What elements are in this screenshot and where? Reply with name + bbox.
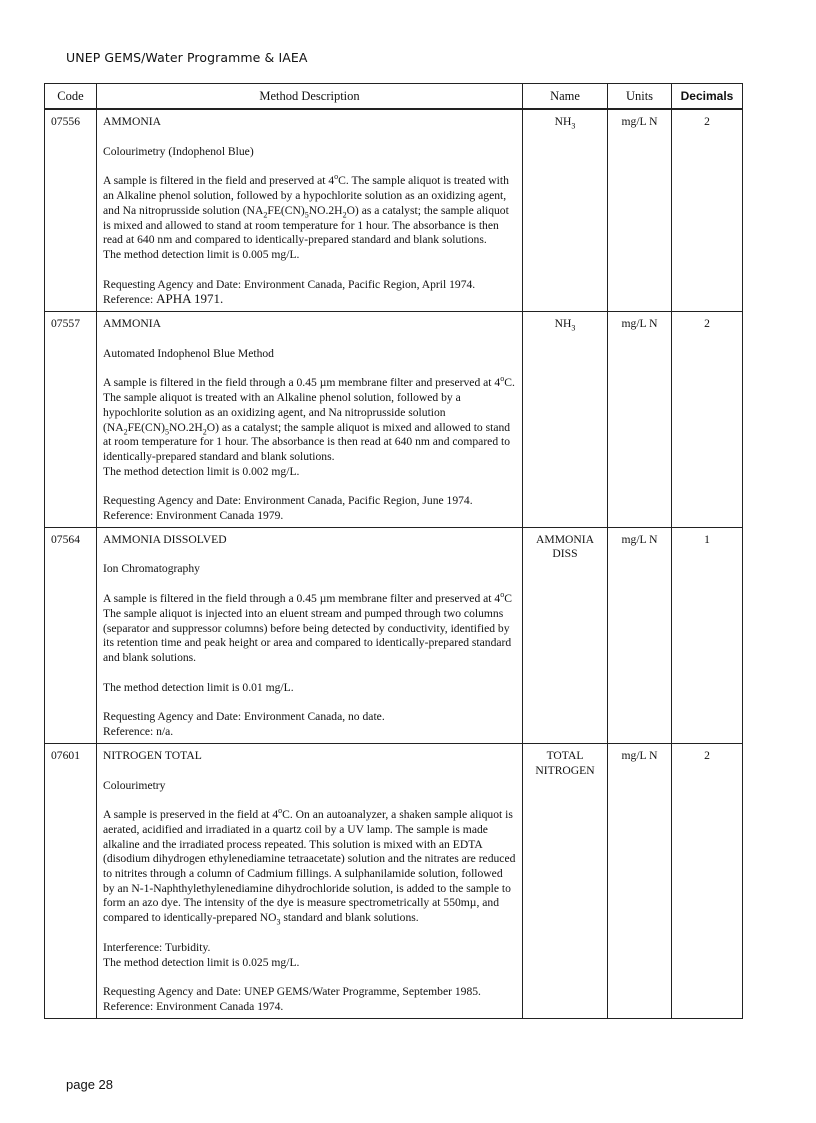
detection-limit: The method detection limit is 0.01 mg/L. [103,680,294,694]
method-procedure: A sample is filtered in the field through a 0.45 µm membrane filter and preserved at 4$^o$C The sample aliquot is injected into an eluent stream and pumped through two columns (separator and suppressor columns) before being detected by conductivity, identified by its retention time and peak height or area and compared to identically-prepared standard and blank solutions. [103,590,512,664]
method-code: 07556 [45,109,97,312]
parameter-name: $NH_3$ [523,312,608,528]
parameter-name: AMMONIA DISS [523,527,608,743]
units-value: mg/L N [608,527,672,743]
column-header-name: Name [523,84,608,110]
method-title: AMMONIA [103,115,161,128]
method-procedure: A sample is filtered in the field and preserved at 4$^o$C. The sample aliquot is treated with an Alkaline phenol solution, followed by a hypochlorite solution as an oxidizing agent, and Na nitroprusside solution $(NA_2FE(CN)_5NO.2H_2O)$ as a catalyst; the sample aliquot is mixed and allowed to stand at room temperature for 1 hour. The absorbance is then read at 640 nm and compared to identically-prepared standard and blank solutions. [103,172,509,247]
page-number: page 28 [66,1077,113,1092]
method-code: 07564 [45,527,97,743]
requesting-agency: Requesting Agency and Date: Environment Canada, Pacific Region, June 1974. [103,494,473,508]
decimals-value: 1 [672,527,743,743]
column-header-method-description: Method Description [97,84,523,110]
detection-limit: The method detection limit is 0.005 mg/L. [103,247,300,261]
method-description [97,109,523,312]
detection-limit: The method detection limit is 0.002 mg/L. [103,464,300,478]
column-header-units: Units [608,84,672,110]
method-title: AMMONIA DISSOLVED [103,532,227,546]
method-description [97,743,523,1018]
requesting-agency: Requesting Agency and Date: Environment Canada, no date. [103,710,385,724]
units-value: mg/L N [608,743,672,1018]
table-row [45,527,743,743]
detection-limit: The method detection limit is 0.025 mg/L. [103,955,300,969]
running-header: UNEP GEMS/Water Programme & IAEA [66,50,308,65]
reference: Reference: APHA 1971. [103,291,224,307]
units-value: mg/L N [608,109,672,312]
requesting-agency: Requesting Agency and Date: Environment Canada, Pacific Region, April 1974. [103,277,476,291]
method-technique: Ion Chromatography [103,562,200,576]
table-header-row [45,84,743,110]
reference: Reference: Environment Canada 1979. [103,509,284,523]
decimals-value: 2 [672,312,743,528]
method-title: AMMONIA [103,317,161,331]
table-row [45,743,743,1018]
column-header-code: Code [45,84,97,110]
reference: Reference: Environment Canada 1974. [103,999,284,1013]
method-description [97,312,523,528]
method-technique: Colourimetry (Indophenol Blue) [103,144,254,158]
decimals-value: 2 [672,743,743,1018]
decimals-value: 2 [672,109,743,312]
units-value: mg/L N [608,312,672,528]
parameter-name: TOTAL NITROGEN [523,743,608,1018]
methods-table [44,83,743,1019]
method-title: NITROGEN TOTAL [103,748,202,762]
reference: Reference: n/a. [103,725,174,739]
table-row [45,312,743,528]
method-technique: Automated Indophenol Blue Method [103,346,274,360]
method-code: 07601 [45,743,97,1018]
method-description [97,527,523,743]
method-procedure: A sample is filtered in the field through a 0.45 µm membrane filter and preserved at 4$^o$C. The sample aliquot is treated with an Alkaline phenol solution, followed by a hypochlorite solution as an oxidizing agent, and Na nitroprusside solution $(NA_2FE(CN)_5NO.2H_2O)$ as a catalyst; the sample aliquot is mixed and allowed to stand at room temperature for 1 hour. The absorbance is then read at 640 nm and compared to identically-prepared standard and blank solutions. [103,374,515,463]
method-technique: Colourimetry [103,778,166,792]
interference: Interference: Turbidity. [103,940,211,954]
method-code: 07557 [45,312,97,528]
requesting-agency: Requesting Agency and Date: UNEP GEMS/Water Programme, September 1985. [103,985,481,999]
method-procedure: A sample is preserved in the field at 4$^o$C. On an autoanalyzer, a shaken sample aliquot is aerated, acidified and irradiated in a quartz coil by a UV lamp. The sample is made alkaline and the irradiated process repeated. This solution is mixed with an EDTA (disodium dihydrogen ethylenediamine tetraacetate) solution and the nitrates are reduced to nitrites through a column of Cadmium fillings. A sulphanilamide solution, followed by an N-1-Naphthylethylenediamine dihydrochloride solution, is added to the sample to form an azo dye. The intensity of the dye is measure spectrometrically at 550mµ, and compared to identically-prepared $NO_3$ standard and blank solutions. [103,806,516,927]
column-header-decimals: Decimals [672,84,743,110]
table-row [45,109,743,312]
parameter-name: $NH_3$ [523,109,608,312]
